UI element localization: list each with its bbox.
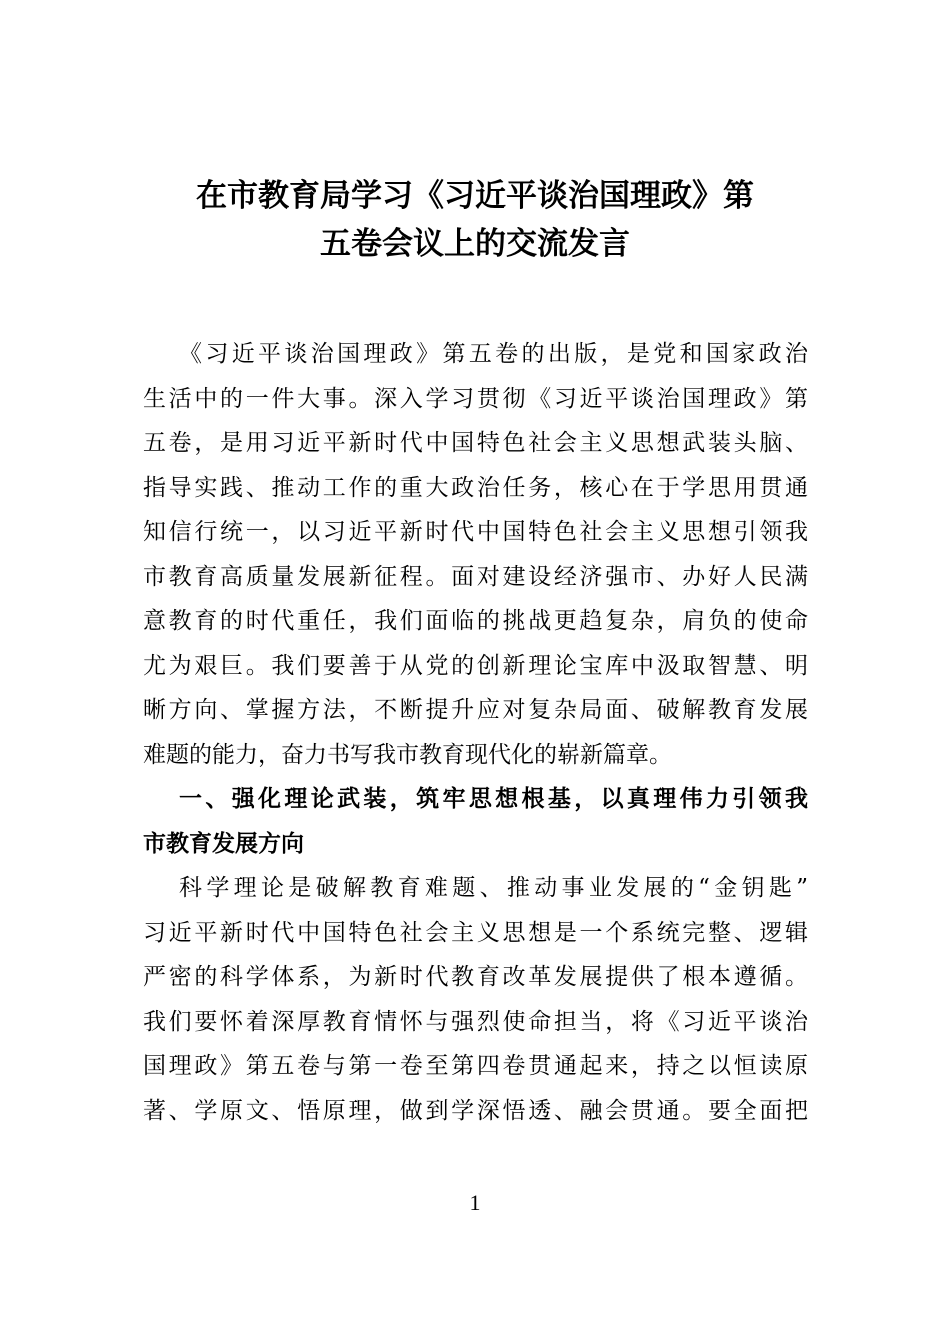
document-title-line-2: 五卷会议上的交流发言 xyxy=(320,226,630,262)
page-number: 1 xyxy=(469,1190,481,1215)
document-body xyxy=(143,332,808,1133)
paragraph-1-line: 生活中的一件大事。深入学习贯彻《习近平谈治国理政》第 xyxy=(143,385,808,412)
paragraph-1-line: 难题的能力，奋力书写我市教育现代化的崭新篇章。 xyxy=(143,741,672,768)
paragraph-1-line: 五卷，是用习近平新时代中国特色社会主义思想武装头脑、 xyxy=(143,430,808,456)
paragraph-1-line: 意教育的时代重任，我们面临的挑战更趋复杂，肩负的使命 xyxy=(143,608,808,634)
paragraph-2-line: 习近平新时代中国特色社会主义思想是一个系统完整、逻辑 xyxy=(143,919,808,946)
document-title-line-1: 在市教育局学习《习近平谈治国理政》第 xyxy=(196,178,754,214)
paragraph-1-line: 市教育高质量发展新征程。面对建设经济强市、办好人民满 xyxy=(143,563,808,590)
paragraph-2-line: 著、学原文、悟原理，做到学深悟透、融会贯通。要全面把 xyxy=(143,1097,808,1124)
paragraph-2-line: 国理政》第五卷与第一卷至第四卷贯通起来，持之以恒读原 xyxy=(143,1053,808,1079)
paragraph-1-line: 指导实践、推动工作的重大政治任务，核心在于学思用贯通 xyxy=(143,474,808,501)
paragraph-2-line: 我们要怀着深厚教育情怀与强烈使命担当，将《习近平谈治 xyxy=(143,1008,808,1035)
paragraph-1-line: 知信行统一，以习近平新时代中国特色社会主义思想引领我 xyxy=(143,519,808,545)
paragraph-1-line: 尤为艰巨。我们要善于从党的创新理论宝库中汲取智慧、明 xyxy=(143,652,808,679)
paragraph-1-line: 《习近平谈治国理政》第五卷的出版，是党和国家政治 xyxy=(179,341,808,367)
paragraph-2-line: 科学理论是破解教育难题、推动事业发展的“金钥匙” xyxy=(179,875,808,901)
paragraph-2-line: 严密的科学体系，为新时代教育改革发展提供了根本遵循。 xyxy=(143,964,808,990)
section-heading-1-line: 一、强化理论武装，筑牢思想根基，以真理伟力引领我 xyxy=(179,786,808,812)
section-heading-1-line: 市教育发展方向 xyxy=(143,830,304,857)
paragraph-1-line: 晰方向、掌握方法，不断提升应对复杂局面、破解教育发展 xyxy=(143,697,808,723)
